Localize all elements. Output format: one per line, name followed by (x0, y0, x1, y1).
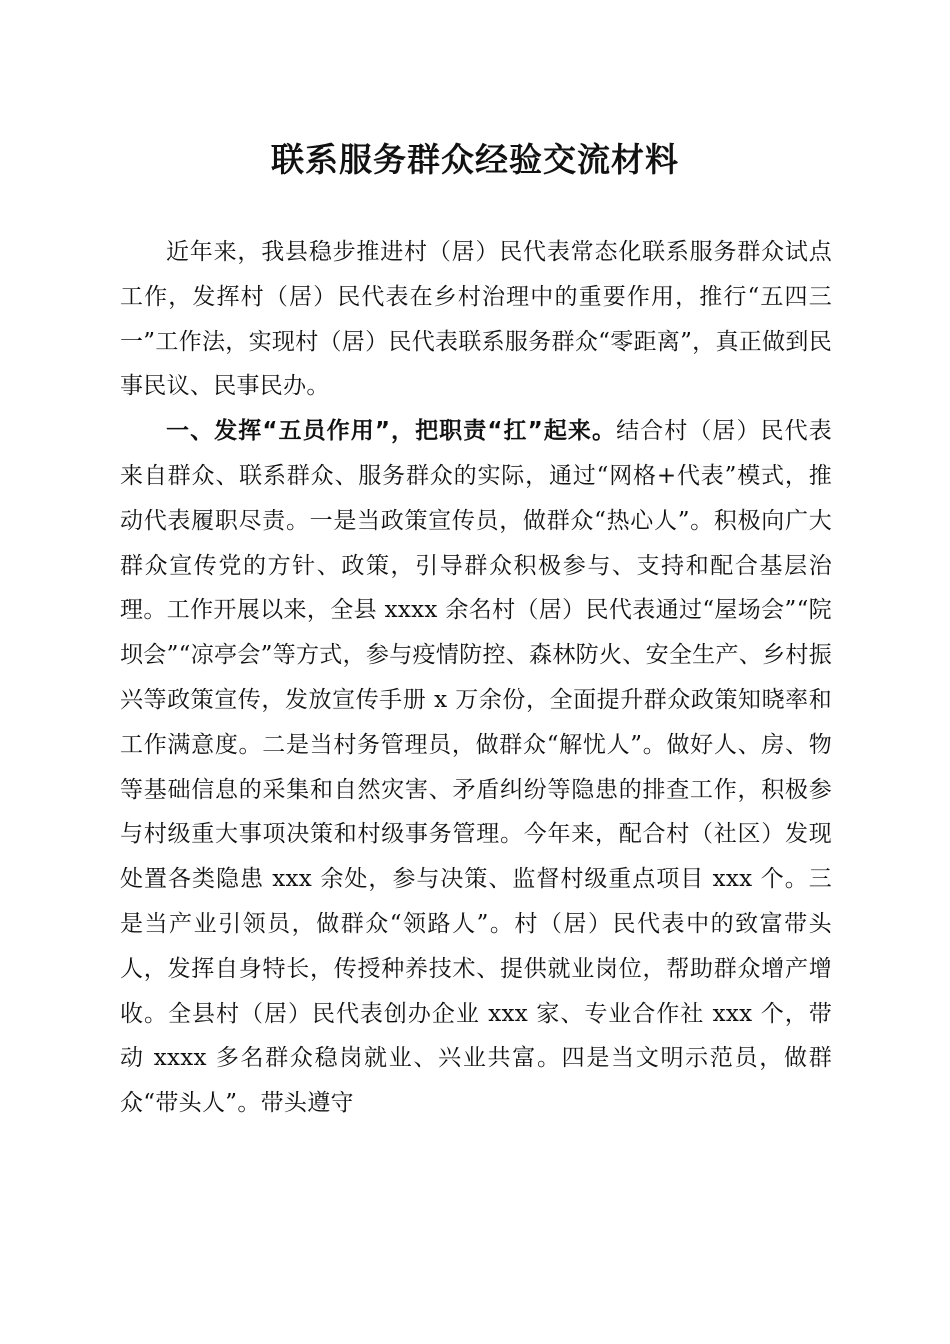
section-one-text: 结合村（居）民代表来自群众、联系群众、服务群众的实际，通过“网格+代表”模式，推动代表履职尽责。一是当政策宣传员，做群众“热心人”。积极向广大群众宣传党的方针、政策，引导群众积极参与、支持和配合基层治理。工作开展以来，全县 xxxx 余名村（居）民代表通过“屋场会”“院坝会”“凉亭会”等方式，参与疫情防控、森林防火、安全生产、乡村振兴等政策宣传，发放宣传手册 x 万余份，全面提升群众政策知晓率和工作满意度。二是当村务管理员，做群众“解忧人”。做好人、房、物等基础信息的采集和自然灾害、矛盾纠纷等隐患的排查工作，积极参与村级重大事项决策和村级事务管理。今年来，配合村（社区）发现处置各类隐患 xxx 余处，参与决策、监督村级重点项目 xxx 个。三是当产业引领员，做群众“领路人”。村（居）民代表中的致富带头人，发挥自身特长，传授种养技术、提供就业岗位，帮助群众增产增收。全县村（居）民代表创办企业 xxx 家、专业合作社 xxx 个，带动 xxxx 多名群众稳岗就业、兴业共富。四是当文明示范员，做群众“带头人”。带头遵守 (120, 418, 832, 1117)
section-one-heading: 一、发挥“五员作用”，把职责“扛”起来。 (166, 418, 617, 445)
section-one-paragraph (120, 409, 832, 1126)
document-body (120, 230, 832, 1126)
document-title: 联系服务群众经验交流材料 (271, 140, 679, 179)
intro-paragraph (120, 230, 832, 409)
intro-paragraph-text: 近年来，我县稳步推进村（居）民代表常态化联系服务群众试点工作，发挥村（居）民代表在乡村治理中的重要作用，推行“五四三一”工作法，实现村（居）民代表联系服务群众“零距离”，真正做到民事民议、民事民办。 (120, 239, 832, 400)
